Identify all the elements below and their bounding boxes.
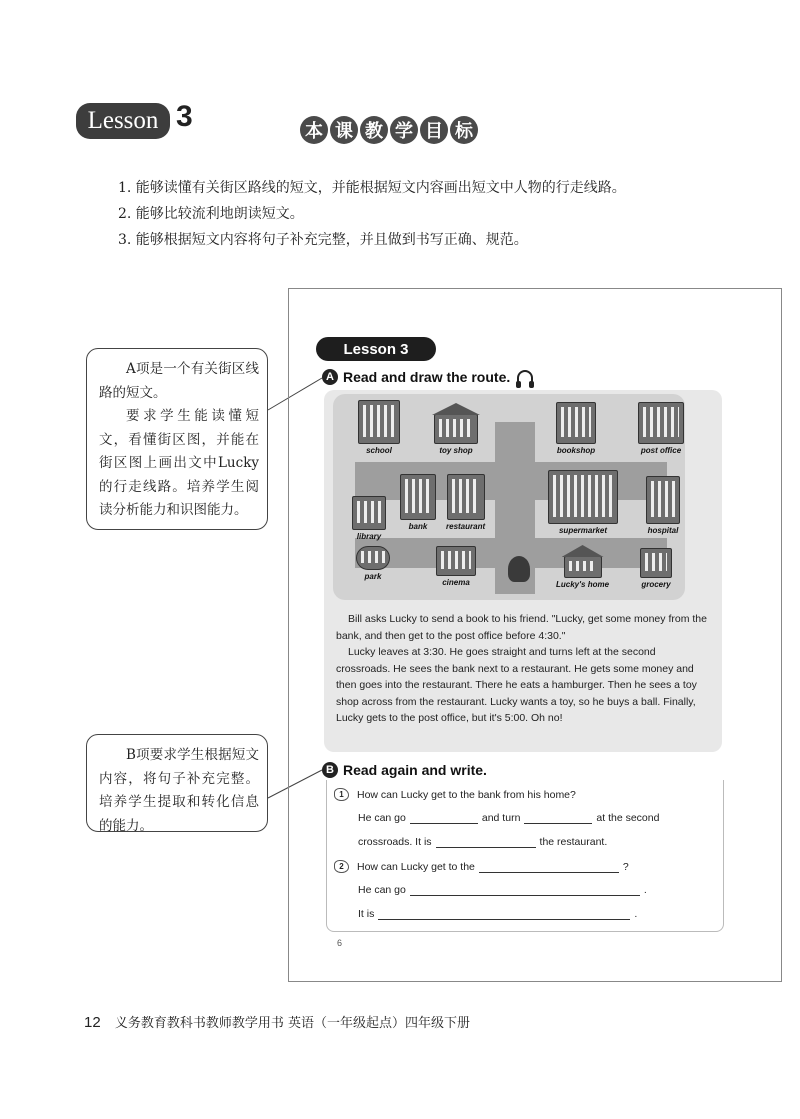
question-2 — [334, 860, 629, 873]
label-bank: bank — [408, 522, 428, 531]
label-hospital: hospital — [647, 526, 679, 535]
label-toy-shop: toy shop — [439, 446, 473, 455]
building-bookshop — [556, 402, 596, 455]
building-cinema — [436, 546, 476, 587]
answer-2-line-1 — [358, 884, 647, 896]
section-a-title: Read and draw the route. — [343, 369, 511, 385]
answer-1-line-2 — [358, 836, 607, 848]
lesson-tag: Lesson — [76, 103, 170, 139]
student-page-number: 6 — [337, 938, 343, 948]
objective-item: 3. 能够根据短文内容将句子补充完整，并且做到书写正确、规范。 — [118, 232, 528, 248]
building-grocery — [640, 548, 672, 589]
building-park — [356, 546, 390, 581]
footer-page-number: 12 — [84, 1014, 101, 1031]
lesson-number: 3 — [176, 100, 193, 133]
building-restaurant — [446, 474, 485, 531]
question-1 — [334, 788, 576, 801]
note-a-line: 要求学生能读懂短文，看懂街区图，并能在街区图上画出文中Lucky的行走线路。培养学生阅读分析能力和识图能力。 — [99, 408, 259, 518]
label-park: park — [364, 572, 382, 581]
story-text — [336, 611, 712, 727]
blank-field[interactable] — [410, 813, 478, 824]
answer-2-dot: . — [643, 884, 647, 896]
building-toy-shop — [434, 402, 478, 455]
goal-title-char: 目 — [420, 116, 448, 144]
label-grocery: grocery — [641, 580, 671, 589]
label-cinema: cinema — [442, 578, 470, 587]
objective-item: 1. 能够读懂有关街区路线的短文，并能根据短文内容画出短文中人物的行走线路。 — [118, 180, 626, 196]
section-b-letter: B — [322, 762, 338, 778]
answer-2-text-b: It is — [358, 908, 375, 920]
building-supermarket — [548, 470, 618, 535]
building-luckys-home — [556, 544, 609, 589]
building-post-office — [638, 402, 684, 455]
story-paragraph: Lucky leaves at 3:30. He goes straight and turns left at the second crossroads. He sees the bank next to a restaurant. He gets some money and then goes into the restaurant. There he eats a hamburger. Then he sees a toy shop across from the restaurant. Lucky wants a toy, so he buys a ball. Finally, Lucky gets to the post office, but it's 5:00. Oh no! — [336, 646, 697, 724]
page-footer — [84, 1012, 470, 1031]
blank-field[interactable] — [524, 813, 592, 824]
answer-1-text-b: and turn — [481, 812, 521, 824]
question-2-text: How can Lucky get to the — [357, 861, 475, 873]
answer-1-text-c: at the second — [596, 812, 660, 824]
answer-2-line-2 — [358, 908, 637, 920]
label-supermarket: supermarket — [558, 526, 608, 535]
section-a-letter: A — [322, 369, 338, 385]
section-a-heading — [322, 369, 533, 385]
goal-title-char: 教 — [360, 116, 388, 144]
question-2-end: ? — [622, 861, 629, 873]
footer-book-title: 义务教育教科书教师教学用书 英语（一年级起点）四年级下册 — [114, 1016, 470, 1031]
answer-2-text-a: He can go — [358, 884, 406, 896]
answer-1-text-a: He can go — [358, 812, 406, 824]
dog-icon — [508, 556, 530, 582]
blank-field[interactable] — [378, 909, 630, 920]
blank-field[interactable] — [436, 837, 536, 848]
question-1-text: How can Lucky get to the bank from his home? — [357, 789, 576, 801]
building-hospital — [646, 476, 680, 535]
building-bank — [400, 474, 436, 531]
label-luckys-home: Lucky's home — [556, 580, 610, 589]
objectives-list — [118, 178, 626, 256]
goal-title-char: 学 — [390, 116, 418, 144]
label-post-office: post office — [640, 446, 682, 455]
label-restaurant: restaurant — [446, 522, 486, 531]
note-a-line: A项是一个有关街区线路的短文。 — [99, 361, 259, 401]
label-school: school — [366, 446, 392, 455]
objective-item: 2. 能够比较流利地朗读短文。 — [118, 206, 304, 222]
building-library — [352, 496, 386, 541]
section-b-heading — [322, 762, 487, 778]
answer-2-dot: . — [634, 908, 638, 920]
goal-title-char: 本 — [300, 116, 328, 144]
headphone-icon — [517, 370, 533, 384]
answer-1-line-1 — [358, 812, 659, 824]
blank-field[interactable] — [410, 885, 640, 896]
goal-title-char: 标 — [450, 116, 478, 144]
answer-1-text-d: crossroads. It is — [358, 836, 432, 848]
note-section-a — [86, 348, 268, 530]
question-1-number: 1 — [334, 788, 349, 801]
note-b-text: B项要求学生根据短文内容，将句子补充完整。培养学生提取和转化信息的能力。 — [99, 747, 259, 834]
answer-1-text-e: the restaurant. — [539, 836, 608, 848]
goal-title — [300, 116, 478, 144]
blank-field[interactable] — [479, 862, 619, 873]
label-library: library — [356, 532, 382, 541]
student-lesson-tag: Lesson 3 — [316, 337, 436, 361]
story-paragraph: Bill asks Lucky to send a book to his friend. "Lucky, get some money from the bank, and then get to the post office before 4:30." — [336, 613, 707, 642]
label-bookshop: bookshop — [556, 446, 596, 455]
building-school — [358, 400, 400, 455]
section-b-title: Read again and write. — [343, 762, 487, 778]
question-2-number: 2 — [334, 860, 349, 873]
note-section-b — [86, 734, 268, 832]
goal-title-char: 课 — [330, 116, 358, 144]
